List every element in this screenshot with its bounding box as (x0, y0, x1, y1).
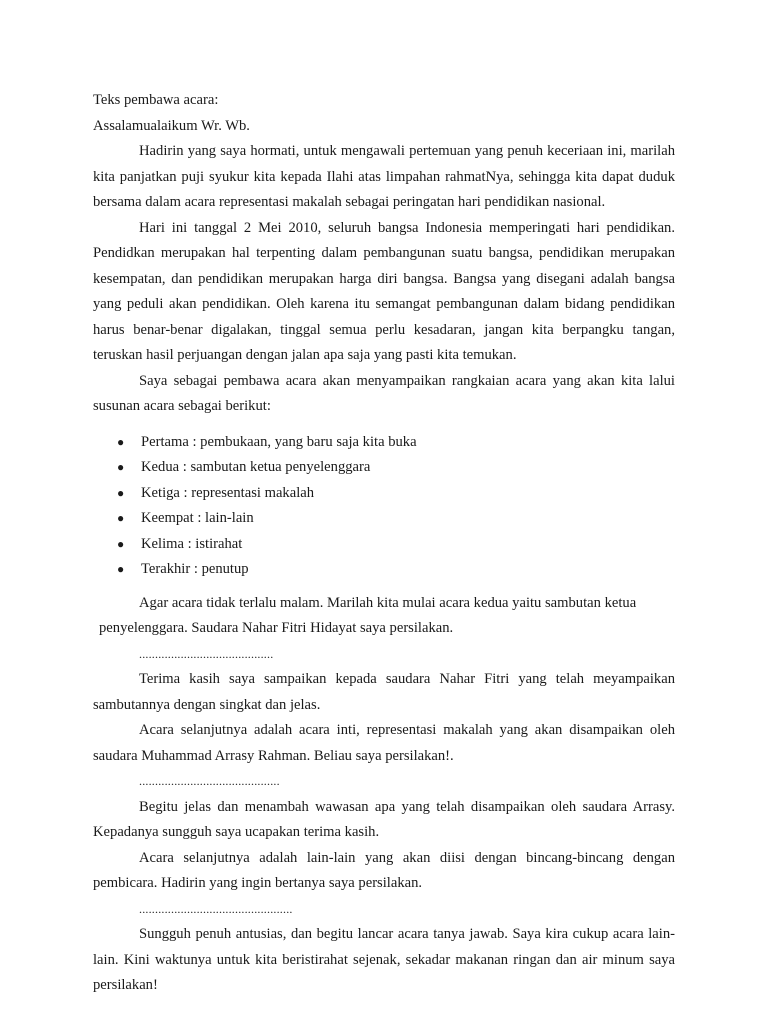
agenda-item-label: Ketiga : representasi makalah (141, 484, 315, 501)
paragraph-break: Sungguh penuh antusias, dan begitu lancar acara tanya jawab. Saya kira cukup acara lain-lain. Kini waktunya untuk kita beristirahat sejenak, sekadar makanan ringan dan air minum saya persilakan! (93, 926, 675, 993)
dotted-separator: .......................................... (139, 646, 274, 661)
document-title: Teks pembawa acara: (93, 92, 219, 108)
bullet-dot-icon: ● (117, 562, 125, 576)
paragraph-appreciation: Begitu jelas dan menambah wawasan apa yang telah disampaikan oleh saudara Arrasy. Kepadanya sungguh saya ucapakan terima kasih. (93, 798, 675, 840)
agenda-item-label: Kelima : istirahat (141, 535, 243, 552)
agenda-item-label: Terakhir : penutup (141, 561, 249, 577)
greeting: Assalamualaikum Wr. Wb. (93, 117, 250, 134)
list-item (93, 506, 675, 532)
paragraph-education-day: Hari ini tanggal 2 Mei 2010, seluruh bangsa Indonesia memperingati hari pendidikan. Pendidkan merupakan hal terpenting dalam pembangunan suatu bangsa, pendidikan merupakan kesempatan, dan pendidikan merupakan harga diri bangsa. Bangsa yang disegani adalah bangsa yang peduli akan pendidikan. Oleh karena itu semangat pembangunan dalam bidang pendidikan harus benar-benar digalakan, tinggal semua perlu kesadaran, jangan kita berpangku tangan, teruskan hasil perjuangan dengan jalan apa saja yang pasti kita temukan. (93, 219, 675, 363)
bullet-dot-icon: ● (117, 485, 125, 500)
list-item (93, 557, 675, 583)
bullet-dot-icon: ● (117, 536, 125, 551)
agenda-item-label: Keempat : lain-lain (141, 510, 254, 526)
paragraph-second-event: Agar acara tidak terlalu malam. Marilah kita mulai acara kedua yaitu sambutan ketua (139, 594, 637, 611)
dotted-separator: ................................................ (139, 901, 293, 916)
dotted-separator: ............................................ (139, 774, 280, 788)
paragraph-discussion: Acara selanjutnya adalah lain-lain yang akan diisi dengan bincang-bincang dengan pembicara. Hadirin yang ingin bertanya saya persilakan. (93, 849, 675, 891)
list-item (93, 430, 675, 456)
list-item (93, 455, 675, 481)
bullet-dot-icon: ● (117, 434, 125, 449)
list-item (93, 532, 675, 558)
bullet-dot-icon: ● (117, 460, 125, 474)
list-item (93, 481, 675, 507)
paragraph-second-event-cont: penyelenggara. Saudara Nahar Fitri Hidayat saya persilakan. (99, 620, 454, 636)
agenda-item-label: Kedua : sambutan ketua penyelenggara (141, 459, 371, 475)
paragraph-opening: Hadirin yang saya hormati, untuk mengawali pertemuan yang penuh keceriaan ini, marilah kita panjatkan puji syukur kita kepada Ilahi atas limpahan rahmatNya, sehingga kita dapat duduk bersama dalam acara representasi makalah sebagai peringatan hari pendidikan nasional. (93, 143, 675, 210)
paragraph-thanks: Terima kasih saya sampaikan kepada saudara Nahar Fitri yang telah meyampaikan sambutannya dengan singkat dan jelas. (93, 671, 675, 713)
document-page (93, 88, 675, 999)
agenda-item-label: Pertama : pembukaan, yang baru saja kita buka (141, 433, 417, 450)
bullet-dot-icon: ● (117, 511, 125, 525)
paragraph-agenda-intro: Saya sebagai pembawa acara akan menyampaikan rangkaian acara yang akan kita lalui susunan acara sebagai berikut: (93, 372, 675, 414)
agenda-list (93, 430, 675, 583)
paragraph-main-event: Acara selanjutnya adalah acara inti, representasi makalah yang akan disampaikan oleh saudara Muhammad Arrasy Rahman. Beliau saya persilakan!. (93, 722, 675, 764)
